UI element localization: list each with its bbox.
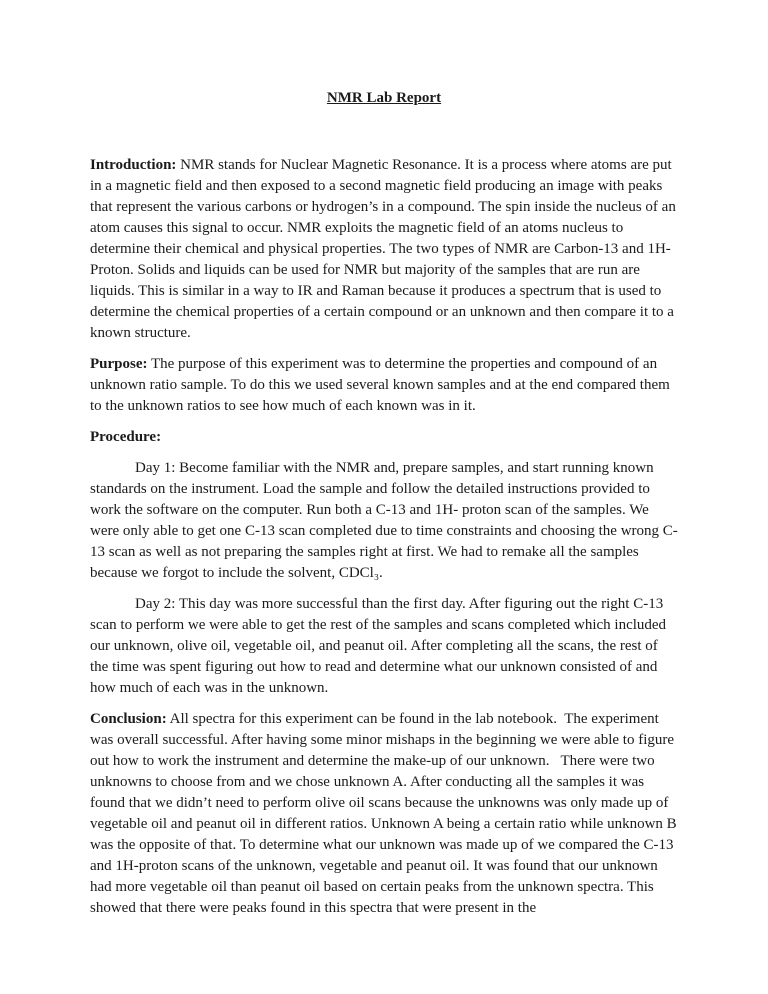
conclusion-text: All spectra for this experiment can be found in the lab notebook. The experiment was overall successful. After having some minor mishaps in the beginning we were able to figure out how to work the instrument and determine the make-up of our unknown. There were two unknowns to choose from and we chose unknown A. After conducting all the samples it was found that we didn’t need to perform olive oil scans because the unknowns was only made up of vegetable oil and peanut oil in different ratios. Unknown A being a certain ratio while unknown B was the opposite of that. To determine what our unknown was made up of we compared the C-13 and 1H-proton scans of the unknown, vegetable and peanut oil. It was found that our unknown had more vegetable oil than peanut oil based on certain peaks from the unknown spectra. This showed that there were peaks found in this spectra that were present in the xyxy=(90,711,681,916)
purpose-label: Purpose: xyxy=(90,356,148,372)
conclusion-label: Conclusion: xyxy=(90,711,167,727)
introduction-paragraph xyxy=(90,155,678,344)
conclusion-paragraph xyxy=(90,709,681,919)
procedure-day2-paragraph: Day 2: This day was more successful than the first day. After figuring out the right C-13 scan to perform we were able to get the rest of the samples and scans completed which included our unknown, olive oil, vegetable oil, and peanut oil. After completing all the scans, the rest of the time was spent figuring out how to read and determine what our unknown consisted of and how much of each was in the unknown. xyxy=(90,596,670,696)
introduction-text: NMR stands for Nuclear Magnetic Resonance. It is a process where atoms are put in a magnetic field and then exposed to a second magnetic field producing an image with peaks that represent the various carbons or hydrogen’s in a compound. The spin inside the nucleus of an atom causes this signal to occur. NMR exploits the magnetic field of an atoms nucleus to determine their chemical and physical properties. The two types of NMR are Carbon-13 and 1H-Proton. Solids and liquids can be used for NMR but majority of the samples that are run are liquids. This is similar in a way to IR and Raman because it produces a spectrum that is used to determine the chemical properties of a certain compound or an unknown and then compare it to a known structure. xyxy=(90,157,680,341)
purpose-paragraph xyxy=(90,354,678,417)
introduction-label: Introduction: xyxy=(90,157,177,173)
purpose-text: The purpose of this experiment was to determine the properties and compound of an unknown ratio sample. To do this we used several known samples and at the end compared them to the unknown ratios to see how much of each known was in it. xyxy=(90,356,674,414)
procedure-day1-paragraph: Day 1: Become familiar with the NMR and, prepare samples, and start running known standards on the instrument. Load the sample and follow the detailed instructions provided to work the software on the computer. Run both a C-13 and 1H- proton scan of the samples. We were only able to get one C-13 scan completed due to time constraints and choosing the wrong C-13 scan as well as not preparing the samples right at first. We had to remake all the samples because we forgot to include the solvent, CDCl₃. xyxy=(90,460,678,581)
procedure-heading: Procedure: xyxy=(90,429,162,445)
document-title: NMR Lab Report xyxy=(326,90,442,106)
